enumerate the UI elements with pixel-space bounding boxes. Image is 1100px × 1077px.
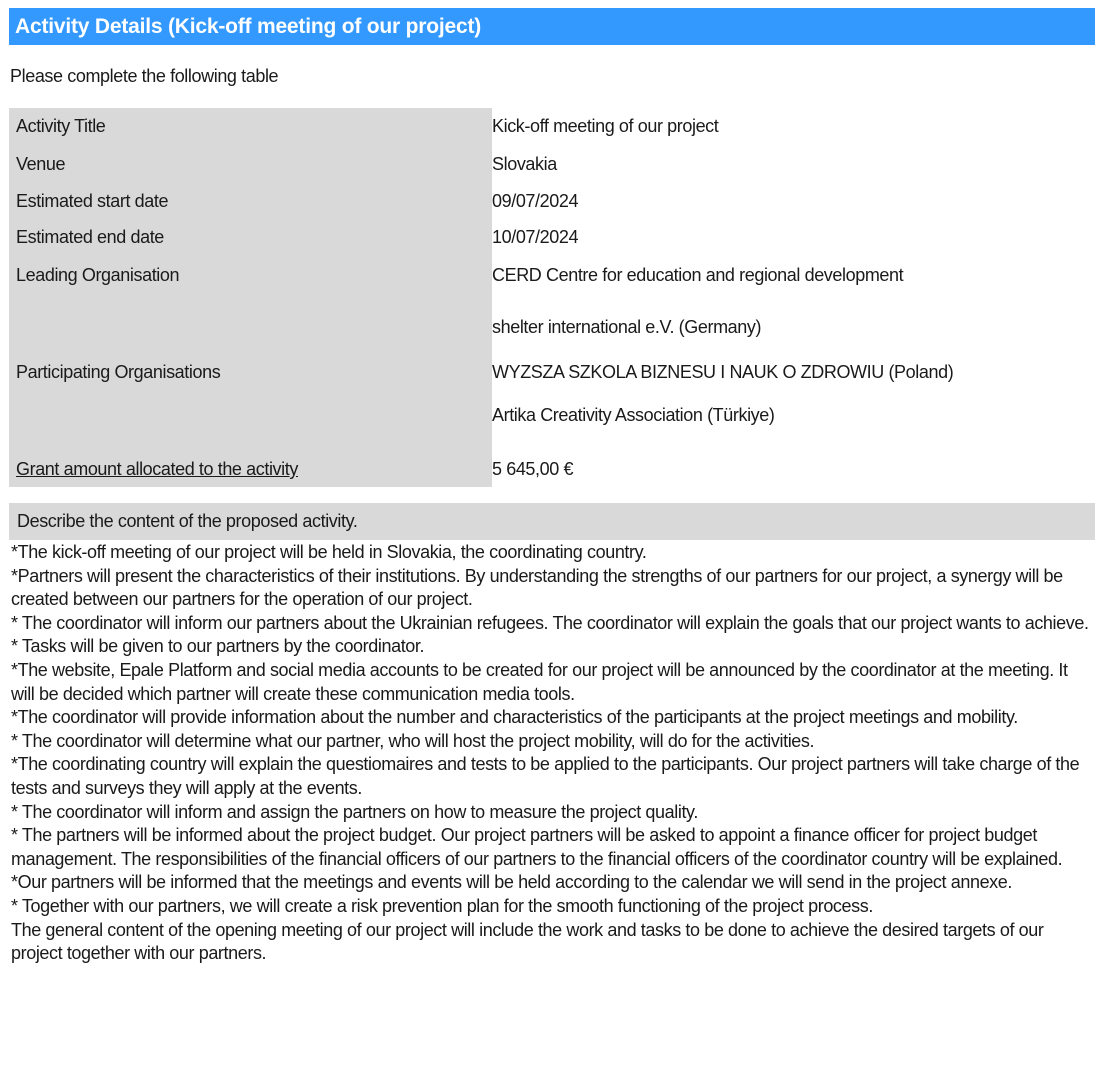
description-paragraph: The general content of the opening meeting of our project will include the work and tasks to be done to achieve the desired targets of our project together with our partners.	[11, 919, 1044, 964]
participating-organisation-item: shelter international e.V. (Germany)	[492, 317, 762, 337]
grant-amount-label: Grant amount allocated to the activity	[16, 459, 298, 479]
description-paragraph: *The kick-off meeting of our project will be held in Slovakia, the coordinating country.	[11, 542, 647, 562]
venue-label: Venue	[16, 154, 66, 174]
description-paragraph: * The coordinator will inform our partners about the Ukrainian refugees. The coordinator will explain the goals that our project wants to achieve.	[11, 612, 1089, 633]
description-paragraph: * The coordinator will determine what our partner, who will host the project mobility, will do for the activities.	[11, 730, 815, 751]
participating-organisation-item: WYZSZA SZKOLA BIZNESU I NAUK O ZDROWIU (Poland)	[492, 362, 954, 382]
section-title: Activity Details (Kick-off meeting of our project)	[9, 8, 1095, 45]
description-paragraph: *The website, Epale Platform and social media accounts to be created for our project will be announced by the coordinator at the meeting. It will be decided which partner will create these communication media tools.	[11, 659, 1068, 704]
description-paragraph: * The partners will be informed about the project budget. Our project partners will be asked to appoint a finance officer for project budget management. The responsibilities of the financial officers of our partners to the financial officers of the coordinator country will be explained.	[11, 825, 1063, 869]
venue-value: Slovakia	[492, 154, 557, 174]
description-paragraph: *Partners will present the characteristics of their institutions. By understanding the strengths of our partners for our project, a synergy will be created between our partners for the operation of our project.	[11, 565, 1063, 610]
participating-organisation-item: Artika Creativity Association (Türkiye)	[492, 405, 775, 425]
description-paragraph: * Tasks will be given to our partners by the coordinator.	[11, 636, 425, 657]
start-date-value: 09/07/2024	[492, 191, 579, 211]
description-paragraph: * The coordinator will inform and assign the partners on how to measure the project quality.	[11, 801, 698, 822]
description-paragraph: *Our partners will be informed that the meetings and events will be held according to the calendar we will send in the project annexe.	[11, 872, 1012, 893]
label-column-background	[9, 108, 492, 487]
activity-title-label: Activity Title	[16, 116, 106, 136]
leading-organisation-label: Leading Organisation	[16, 265, 180, 285]
activity-title-value: Kick-off meeting of our project	[492, 116, 719, 136]
leading-organisation-value: CERD Centre for education and regional development	[492, 265, 904, 285]
grant-amount-value: 5 645,00 €	[492, 459, 574, 479]
description-paragraph: *The coordinator will provide information about the number and characteristics of the participants at the project meetings and mobility.	[11, 707, 1018, 728]
describe-content-heading: Describe the content of the proposed activity.	[9, 503, 1095, 540]
activity-description	[11, 541, 1095, 966]
participating-organisations-label: Participating Organisations	[16, 362, 221, 382]
description-paragraph: * Together with our partners, we will create a risk prevention plan for the smooth functioning of the project process.	[11, 895, 873, 916]
end-date-label: Estimated end date	[16, 227, 164, 247]
end-date-value: 10/07/2024	[492, 227, 579, 247]
description-paragraph: *The coordinating country will explain the questiomaires and tests to be applied to the participants. Our project partners will take charge of the tests and surveys they will apply at the events.	[11, 754, 1080, 798]
instruction-text: Please complete the following table	[10, 66, 279, 86]
start-date-label: Estimated start date	[16, 191, 169, 211]
